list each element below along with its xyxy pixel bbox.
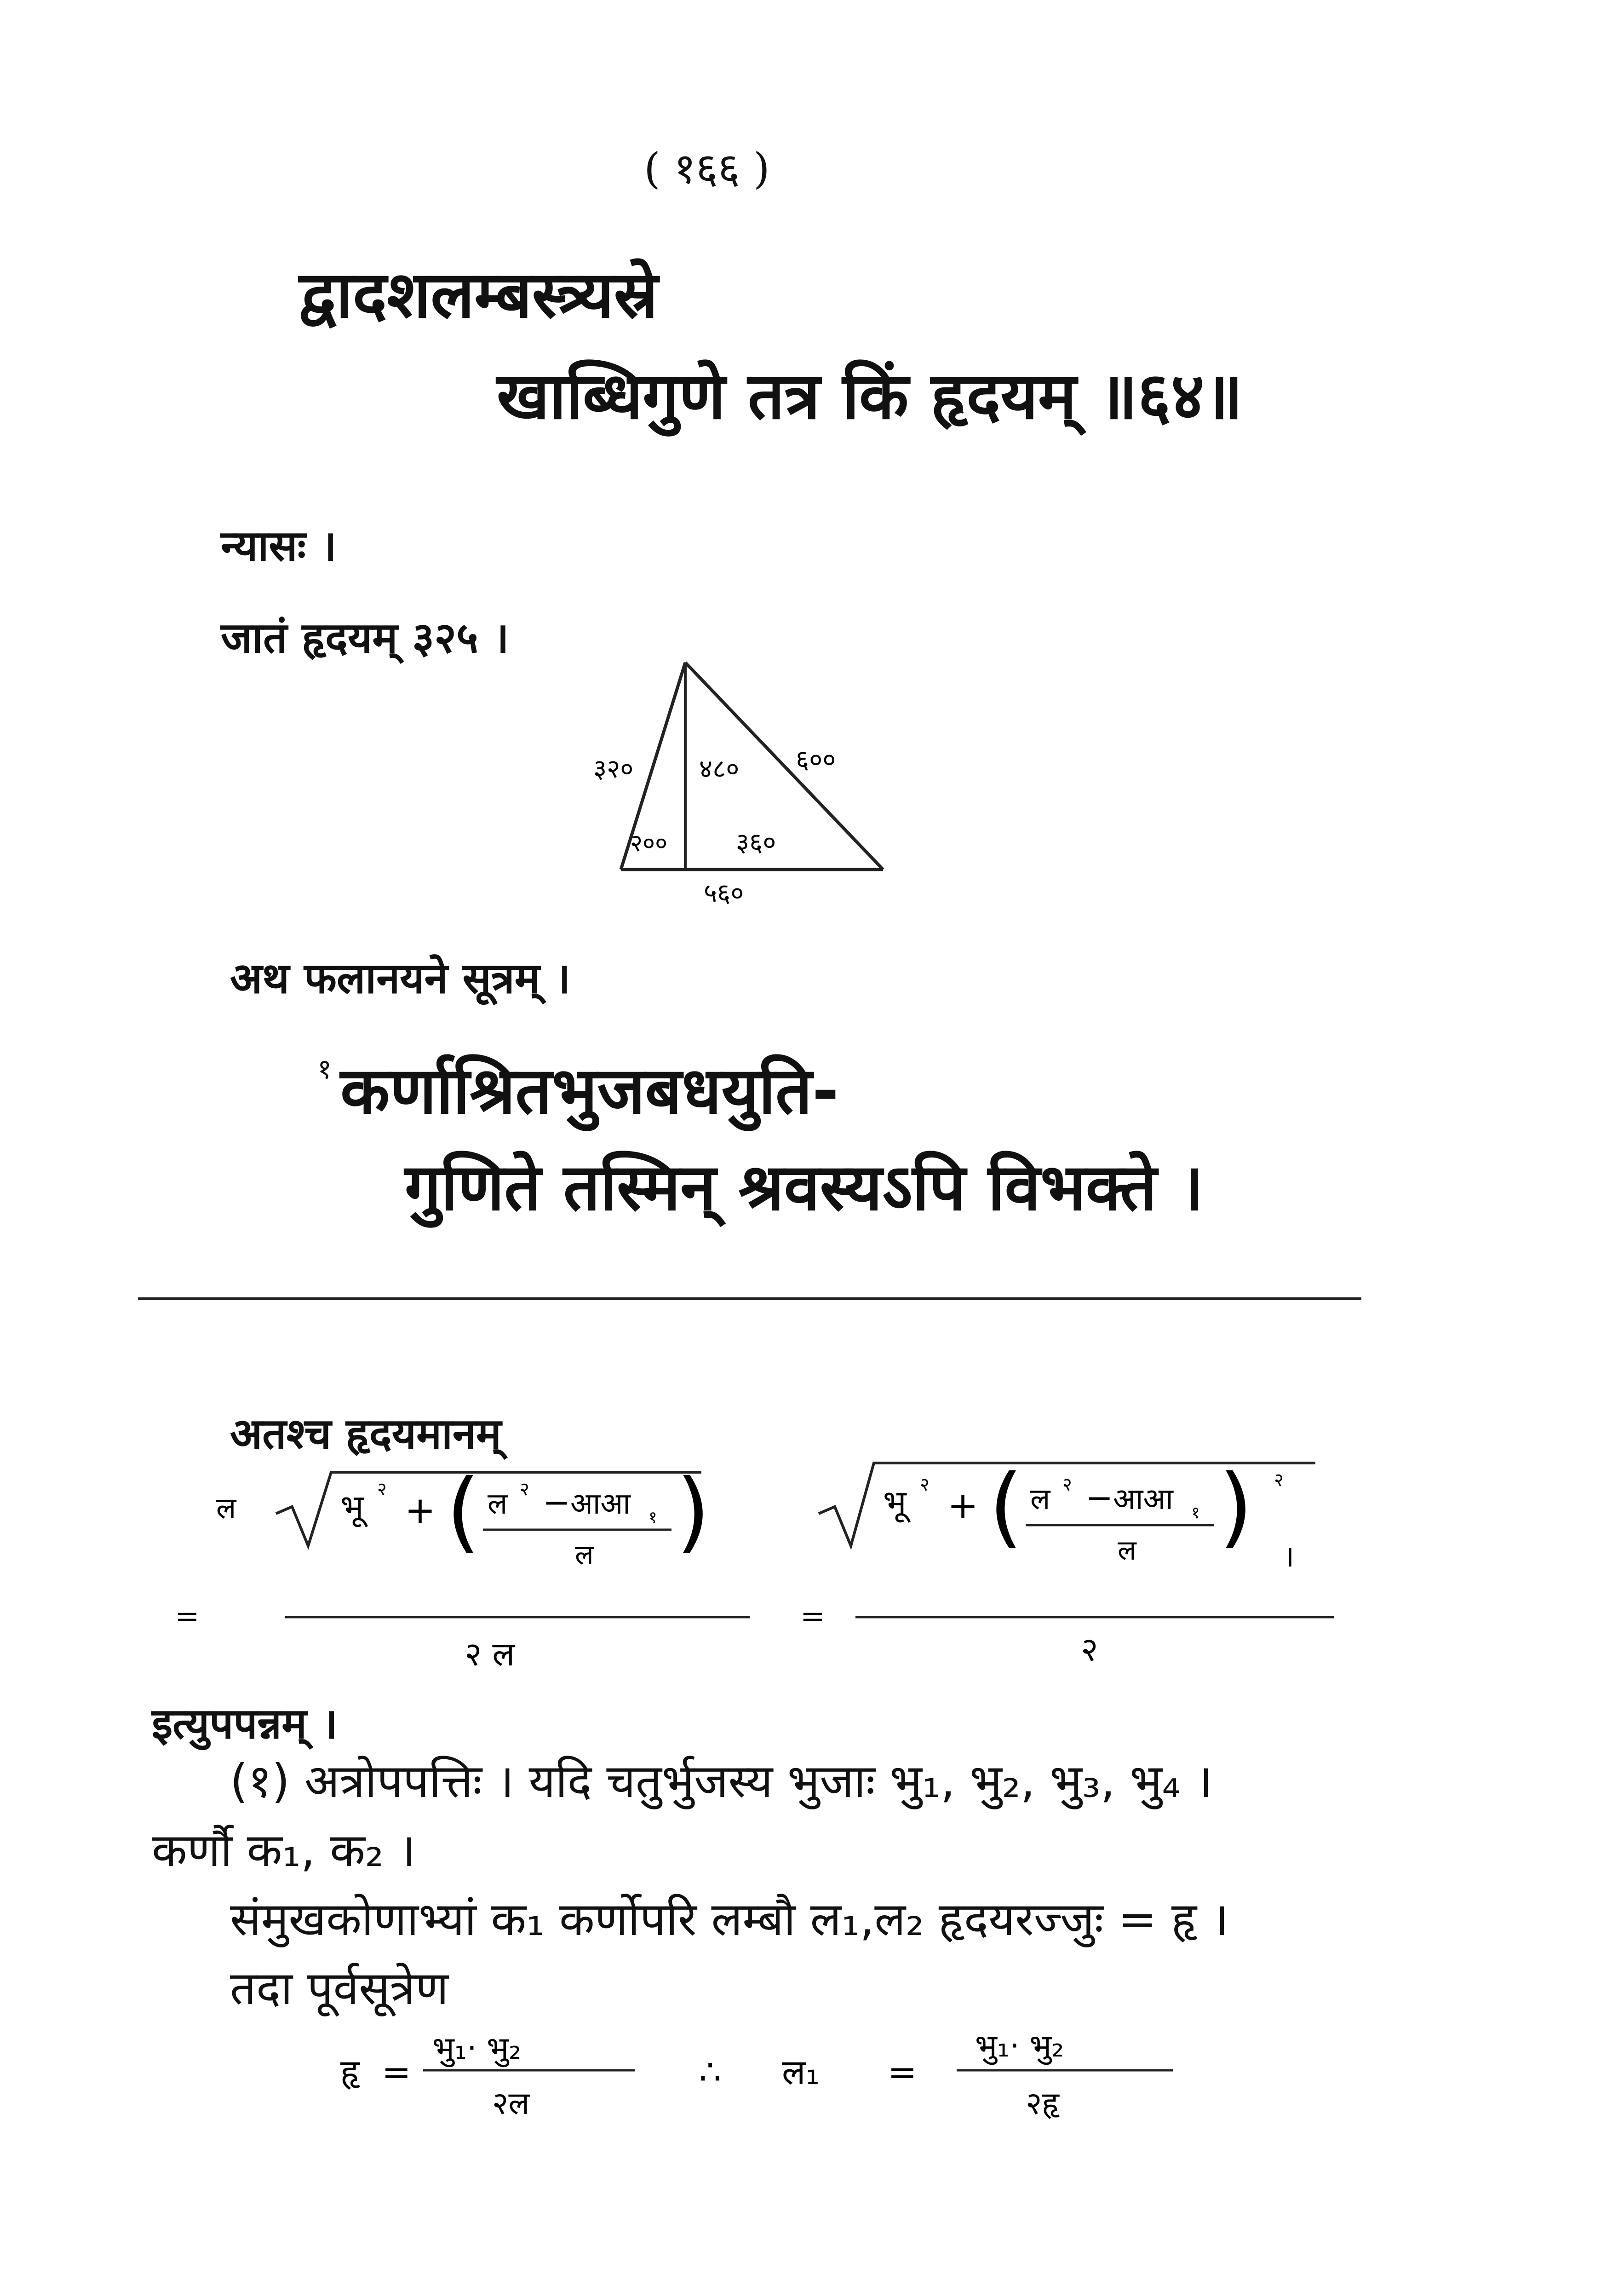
result-line: जातं हृदयम् ३२५ । <box>221 613 509 662</box>
final-num-2: भु₁· भु₂ <box>975 2028 1064 2064</box>
bhu-2: भू <box>883 1483 907 1521</box>
num-l-2: ल <box>1030 1482 1050 1516</box>
final-eq-2: = <box>888 2051 917 2092</box>
formula-l: ल <box>216 1492 236 1526</box>
num-sup-1: २ <box>520 1479 529 1500</box>
num-l-1: ल <box>488 1487 508 1521</box>
final-h: हृ <box>340 2051 360 2092</box>
final-formula <box>322 2015 1196 2153</box>
final-l1: ल₁ <box>782 2051 820 2092</box>
sutra-line-1: कर्णाश्रितभुजबधयुति- <box>340 1054 839 1129</box>
nyasa-label: न्यासः । <box>221 521 337 570</box>
outer-sup-2: २ <box>1274 1469 1284 1491</box>
minus-2: − <box>1085 1478 1113 1517</box>
aa-2: आआ <box>1113 1482 1173 1516</box>
heart-formula <box>166 1454 1361 1684</box>
left-segment-label: २०० <box>630 829 668 857</box>
bhu-1: भू <box>340 1487 364 1526</box>
plus-2: + <box>947 1484 979 1527</box>
sutra-heading: अथ फलानयने सूत्रम् । <box>230 954 571 1003</box>
sutra-line-2: गुणिते तस्मिन् श्रवस्यऽपि विभक्ते । <box>405 1150 1204 1225</box>
paren-close-1: ) <box>676 1460 711 1562</box>
outer-den-1: २ ल <box>465 1635 515 1673</box>
num-sup-2: २ <box>1062 1474 1072 1495</box>
upapatti-line: (१) अत्रोपपत्तिः । यदि चतुर्भुजस्य भुजाः भु₁, भु₂, भु₃, भु₄ । <box>230 1754 1213 1808</box>
right-side-label: ६०० <box>796 745 836 775</box>
minus-1: − <box>543 1483 571 1521</box>
left-side-label: ३२० <box>593 754 634 784</box>
formula-end: । <box>1283 1540 1295 1574</box>
sub-2: १ <box>1191 1503 1200 1522</box>
final-num-1: भु₁· भु₂ <box>432 2030 522 2067</box>
final-den-1: २ल <box>492 2085 530 2122</box>
final-den-2: २हृ <box>1026 2085 1059 2122</box>
verse-line-1: द्वादशलम्बस्त्र्यस्रे <box>299 258 658 333</box>
eq-sign-1: = <box>175 1600 200 1634</box>
aa-1: आआ <box>570 1487 631 1521</box>
triangle-diagram <box>552 644 920 911</box>
altitude-label: ४८० <box>699 754 740 784</box>
ityupapannam: इत्युपपन्नम् । <box>152 1699 338 1748</box>
sup-2: २ <box>920 1474 930 1495</box>
outer-den-2: २ <box>1081 1630 1098 1669</box>
page-number: ( १६६ ) <box>644 144 770 193</box>
inner-den-1: ल <box>575 1539 594 1571</box>
paren-open-2: ( <box>989 1456 1023 1557</box>
sub-1: १ <box>648 1508 657 1527</box>
paren-open-1: ( <box>446 1460 481 1562</box>
karnau-line: कर्णौ क₁, क₂ । <box>152 1823 416 1877</box>
sammukha-line: संमुखकोणाभ्यां क₁ कर्णोपरि लम्बौ ल₁,ल₂ हृदयरज्जुः = हृ । <box>230 1892 1229 1946</box>
plus-1: + <box>405 1489 436 1532</box>
section-divider <box>138 1297 1361 1300</box>
paren-close-2: ) <box>1219 1456 1253 1557</box>
right-segment-label: ३६० <box>736 828 776 858</box>
tada-line: तदा पूर्वसूत्रेण <box>230 1961 449 2015</box>
commentary-intro: अतश्च हृदयमानम् <box>230 1409 502 1458</box>
inner-den-2: ल <box>1118 1534 1136 1567</box>
base-label: ५६० <box>704 878 744 908</box>
verse-line-2: खाब्धिगुणे तत्र किं हृदयम् ॥६४॥ <box>497 359 1243 434</box>
eq-sign-2: = <box>800 1600 825 1634</box>
therefore-symbol: ∴ <box>699 2051 722 2092</box>
footnote-mark: १ <box>317 1053 332 1085</box>
final-eq-1: = <box>382 2051 411 2092</box>
sup-1: २ <box>377 1479 387 1500</box>
